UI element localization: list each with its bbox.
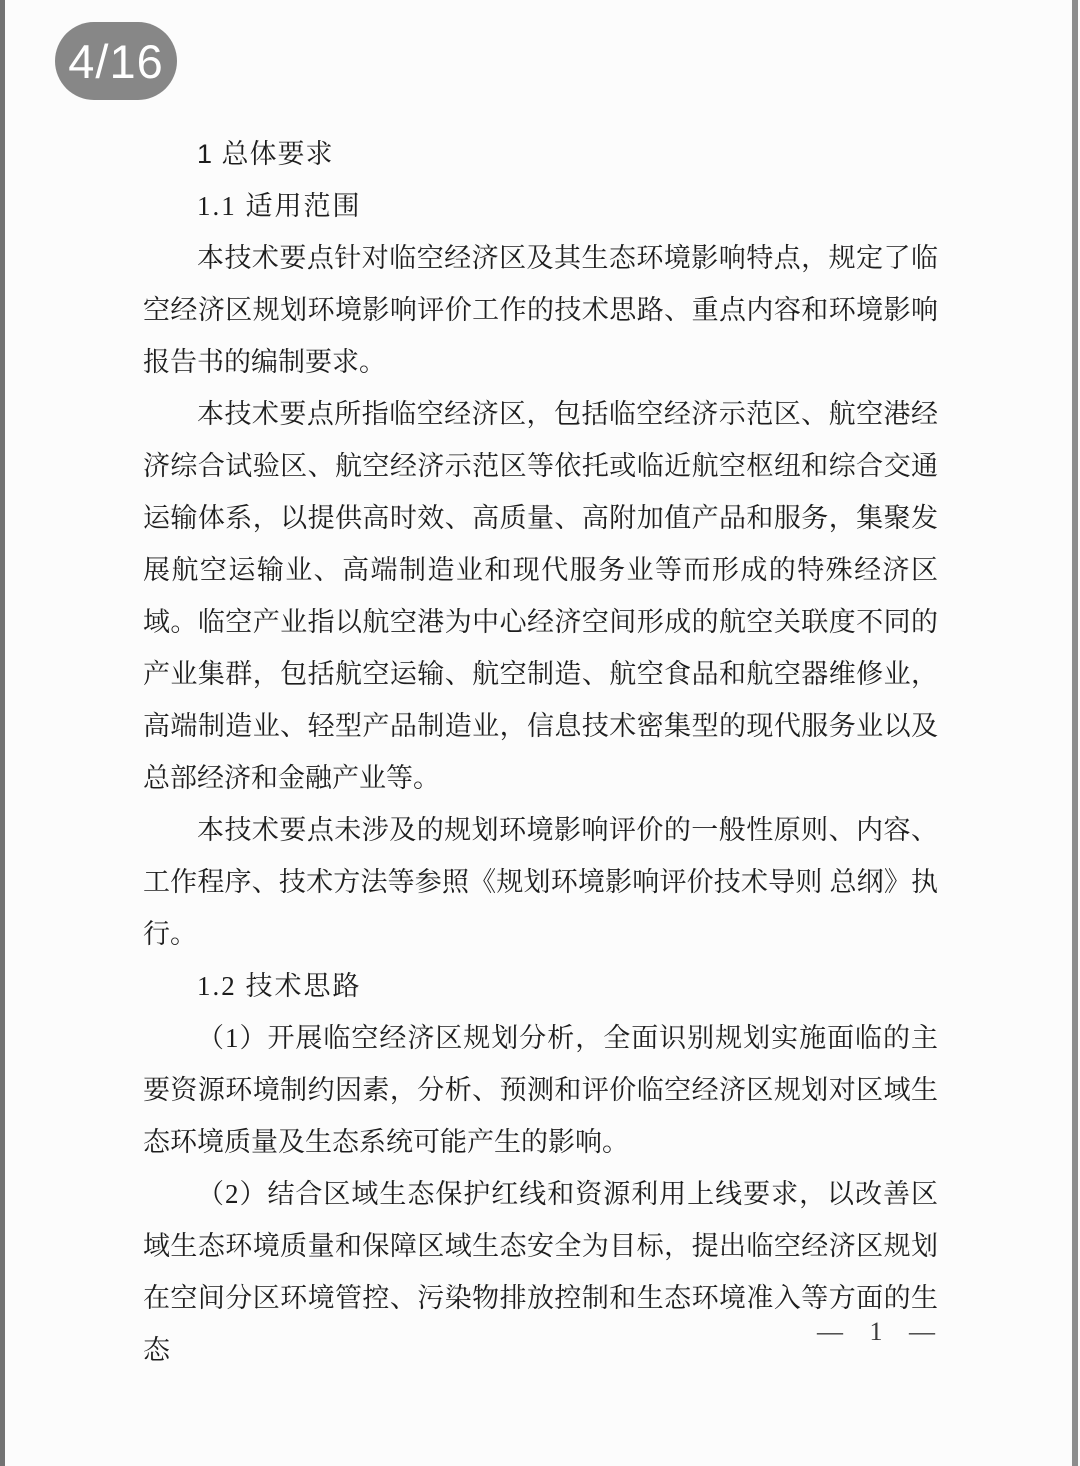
section-heading-1: 1 总体要求 [197, 139, 334, 169]
right-edge-bar [1072, 0, 1078, 1466]
document-page [143, 128, 938, 1376]
paragraph-scope-1: 本技术要点针对临空经济区及其生态环境影响特点，规定了临空经济区规划环境影响评价工作的技术思路、重点内容和环境影响报告书的编制要求。 [143, 243, 938, 377]
left-edge-bar [0, 0, 5, 1466]
page-indicator-label: 4/16 [68, 34, 164, 88]
section-heading-1-1: 1.1 适用范围 [197, 191, 362, 221]
paragraph-tech-1: （1）开展临空经济区规划分析，全面识别规划实施面临的主要资源环境制约因素，分析、预测和评价临空经济区规划对区域生态环境质量及生态系统可能产生的影响。 [143, 1023, 938, 1157]
paragraph-scope-3: 本技术要点未涉及的规划环境影响评价的一般性原则、内容、工作程序、技术方法等参照《规划环境影响评价技术导则 总纲》执行。 [143, 815, 938, 949]
section-heading-1-2: 1.2 技术思路 [197, 971, 362, 1001]
paragraph-scope-2: 本技术要点所指临空经济区，包括临空经济示范区、航空港经济综合试验区、航空经济示范区等依托或临近航空枢纽和综合交通运输体系，以提供高时效、高质量、高附加值产品和服务，集聚发展航空运输业、高端制造业和现代服务业等而形成的特殊经济区域。临空产业指以航空港为中心经济空间形成的航空关联度不同的产业集群，包括航空运输、航空制造、航空食品和航空器维修业，高端制造业、轻型产品制造业，信息技术密集型的现代服务业以及总部经济和金融产业等。 [143, 399, 938, 793]
paragraph-tech-2: （2）结合区域生态保护红线和资源利用上线要求，以改善区域生态环境质量和保障区域生态安全为目标，提出临空经济区规划在空间分区环境管控、污染物排放控制和生态环境准入等方面的生态 [143, 1179, 938, 1365]
page-indicator-badge [55, 22, 177, 100]
page-number-footer: — 1 — [817, 1317, 945, 1346]
